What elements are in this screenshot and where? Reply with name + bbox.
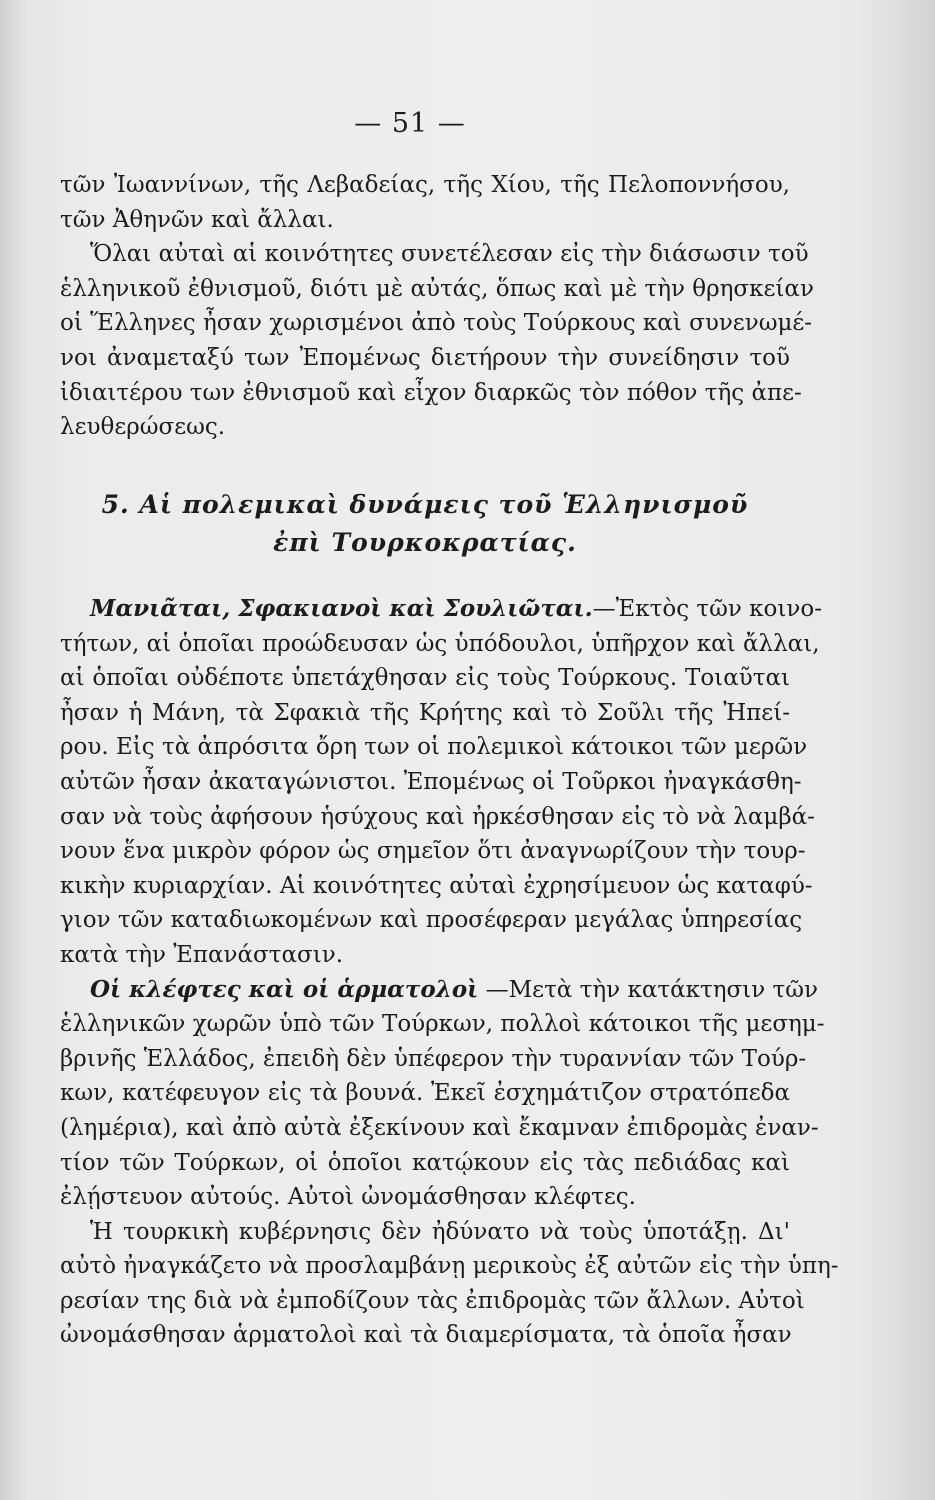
text-line: ρου. Εἰς τὰ ἀπρόσιτα ὄρη των οἱ πολεμικοὶ κάτοικοι τῶν μερῶν: [60, 734, 808, 761]
text-run: —Ἐκτὸς τῶν κοινο-: [592, 596, 823, 622]
text-line: γιον τῶν καταδιωκομένων καὶ προσέφεραν μεγάλας ὑπηρεσίας: [60, 907, 803, 934]
text-line: κατὰ τὴν Ἐπανάστασιν.: [60, 941, 344, 968]
page-number: — 51 —: [354, 108, 466, 139]
text-line: [60, 592, 823, 627]
text-line: αὐτῶν ἦσαν ἀκαταγώνιστοι. Ἐπομένως οἱ Τοῦρκοι ἠναγκάσθη-: [60, 768, 802, 795]
text-line: Ἡ τουρκικὴ κυβέρνησις δὲν ἠδύνατο νὰ τοὺς ὑποτάξῃ. Δι': [90, 1218, 790, 1245]
text-line: Ὅλαι αὐταὶ αἱ κοινότητες συνετέλεσαν εἰς τὴν διάσωσιν τοῦ: [90, 241, 809, 268]
paragraph-maniates: [60, 592, 839, 1353]
run-in-title: Μανιᾶται, Σφακιανοὶ καὶ Σουλιῶται.: [90, 595, 593, 622]
text-line: ἦσαν ἡ Μάνη, τὰ Σφακιὰ τῆς Κρήτης καὶ τὸ Σοῦλι τῆς Ἠπεί-: [60, 699, 790, 726]
section-heading: [60, 486, 790, 562]
text-line: κων, κατέφευγον εἰς τὰ βουνά. Ἐκεῖ ἐσχημάτιζον στρατόπεδα: [60, 1080, 790, 1107]
text-line: οἱ Ἕλληνες ἦσαν χωρισμένοι ἀπὸ τοὺς Τούρκους καὶ συνενωμέ-: [60, 310, 813, 337]
text-line: ὠνομάσθησαν ἁρματολοὶ καὶ τὰ διαμερίσματα, τὰ ὁποῖα ἦσαν: [60, 1322, 792, 1349]
run-in-title: Οἱ κλέφτες καὶ οἱ ἁρματολοὶ: [90, 975, 479, 1003]
text-line: νοι ἀναμεταξύ των Ἐπομένως διετήρουν τὴν συνείδησιν τοῦ: [60, 344, 790, 371]
text-line: (λημέρια), καὶ ἀπὸ αὐτὰ ἐξεκίνουν καὶ ἔκαμναν ἐπιδρομὰς ἐναν-: [60, 1114, 819, 1141]
text-line: ἐλῄστευον αὐτούς. Αὐτοὶ ὠνομάσθησαν κλέφτες.: [60, 1184, 636, 1211]
section-heading-line: ἐπὶ Τουρκοκρατίας.: [273, 528, 577, 557]
text-line: τῶν Ἰωαννίνων, τῆς Λεβαδείας, τῆς Χίου, τῆς Πελοποννήσου,: [60, 172, 790, 198]
text-line: βρινῆς Ἑλλάδος, ἐπειδὴ δὲν ὑπέφερον τὴν τυραννίαν τῶν Τούρ-: [60, 1045, 807, 1072]
text-line: νουν ἕνα μικρὸν φόρον ὡς σημεῖον ὅτι ἀναγνωρίζουν τὴν τουρ-: [60, 838, 806, 865]
text-run: —Μετὰ τὴν κατάκτησιν τῶν: [485, 976, 818, 1003]
text-line: τήτων, αἱ ὁποῖαι προώδευσαν ὡς ὑπόδουλοι, ὑπῆρχον καὶ ἄλλαι,: [60, 630, 820, 657]
text-line: κικὴν κυριαρχίαν. Αἱ κοινότητες αὐταὶ ἐχρησίμευον ὡς καταφύ-: [60, 872, 813, 899]
text-line: ἑλληνικοῦ ἐθνισμοῦ, διότι μὲ αὐτάς, ὅπως καὶ μὲ τὴν θρησκείαν: [60, 275, 814, 302]
section-heading-line: 5. Αἱ πολεμικαὶ δυνάμεις τοῦ Ἑλληνισμοῦ: [101, 490, 749, 519]
text-line: τίον τῶν Τούρκων, οἱ ὁποῖοι κατῴκουν εἰς τὰς πεδιάδας καὶ: [60, 1149, 790, 1176]
text-line: λευθερώσεως.: [60, 414, 226, 441]
text-line: [60, 973, 818, 1008]
text-line: τῶν Ἀθηνῶν καὶ ἄλλαι.: [60, 206, 334, 233]
text-line: ἑλληνικῶν χωρῶν ὑπὸ τῶν Τούρκων, πολλοὶ κάτοικοι τῆς μεσημ-: [60, 1011, 825, 1038]
text-line: αὐτὸ ἠναγκάζετο νὰ προσλαμβάνῃ μερικοὺς ἐξ αὐτῶν εἰς τὴν ὑπη-: [60, 1253, 839, 1280]
text-line: ρεσίαν της διὰ νὰ ἐμποδίζουν τὰς ἐπιδρομὰς τῶν ἄλλων. Αὐτοὶ: [60, 1287, 805, 1314]
text-line: ἰδιαιτέρου των ἐθνισμοῦ καὶ εἶχον διαρκῶς τὸν πόθον τῆς ἀπε-: [60, 379, 802, 406]
intro-paragraph: [60, 168, 814, 445]
text-line: σαν νὰ τοὺς ἀφήσουν ἡσύχους καὶ ἠρκέσθησαν εἰς τὸ νὰ λαμβά-: [60, 803, 815, 830]
text-line: αἱ ὁποῖαι οὐδέποτε ὑπετάχθησαν εἰς τοὺς Τούρκους. Τοιαῦται: [60, 665, 790, 692]
